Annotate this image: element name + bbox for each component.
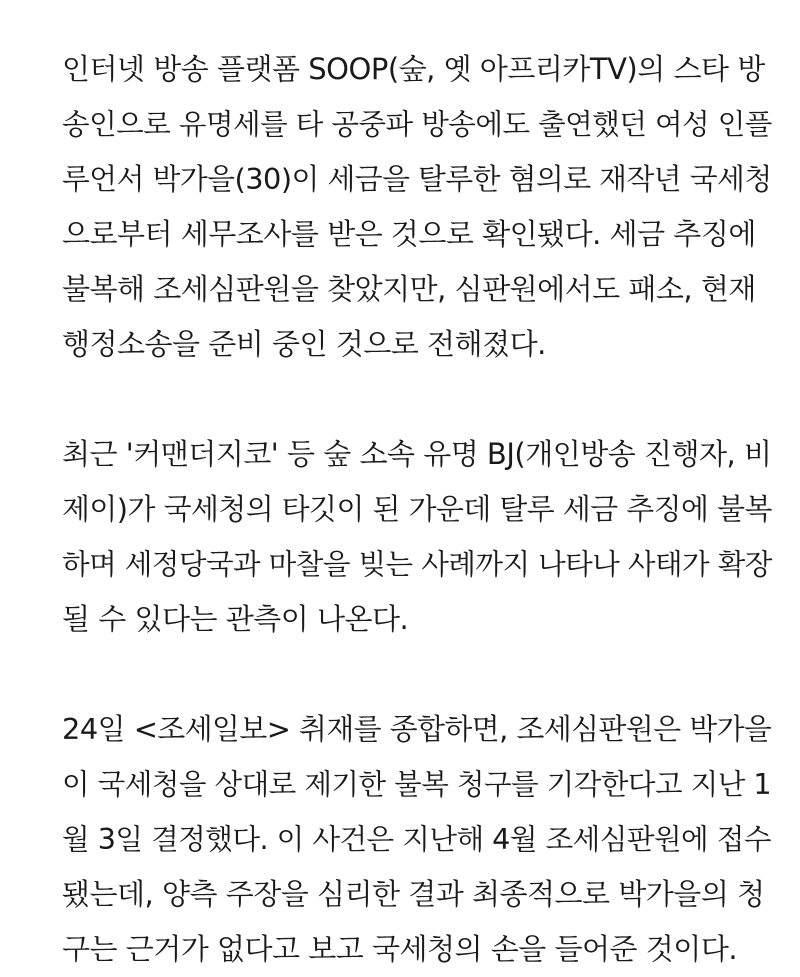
text-line: 불복해 조세심판원을 찾았지만, 심판원에서도 패소, 현재 xyxy=(62,272,756,306)
article-body xyxy=(62,42,772,977)
text-line: 송인으로 유명세를 타 공중파 방송에도 출연했던 여성 인플 xyxy=(62,107,772,141)
paragraph-3 xyxy=(62,702,772,977)
text-line: 구는 근거가 없다고 보고 국세청의 손을 들어준 것이다. xyxy=(62,932,738,966)
text-line: 월 3일 결정했다. 이 사건은 지난해 4월 조세심판원에 접수 xyxy=(62,822,771,856)
text-line: 하며 세정당국과 마찰을 빚는 사례까지 나타나 사태가 확장 xyxy=(62,547,772,581)
text-line: 최근 '커맨더지코' 등 숲 소속 유명 BJ(개인방송 진행자, 비 xyxy=(62,437,772,471)
paragraph-spacer xyxy=(62,372,772,427)
text-line: 제이)가 국세청의 타깃이 된 가운데 탈루 세금 추징에 불복 xyxy=(62,492,772,526)
paragraph-1 xyxy=(62,42,772,372)
text-line: 루언서 박가을(30)이 세금을 탈루한 혐의로 재작년 국세청 xyxy=(62,162,772,196)
text-line: 될 수 있다는 관측이 나온다. xyxy=(62,602,409,636)
text-line: 행정소송을 준비 중인 것으로 전해졌다. xyxy=(62,327,546,361)
paragraph-2 xyxy=(62,427,772,647)
text-line: 으로부터 세무조사를 받은 것으로 확인됐다. 세금 추징에 xyxy=(62,217,756,251)
text-line: 이 국세청을 상대로 제기한 불복 청구를 기각한다고 지난 1 xyxy=(62,767,772,801)
text-line: 됐는데, 양측 주장을 심리한 결과 최종적으로 박가을의 청 xyxy=(62,877,765,911)
paragraph-spacer xyxy=(62,647,772,702)
text-line: 인터넷 방송 플랫폼 SOOP(숲, 옛 아프리카TV)의 스타 방 xyxy=(62,52,765,86)
text-line: 24일 <조세일보> 취재를 종합하면, 조세심판원은 박가을 xyxy=(62,712,772,746)
